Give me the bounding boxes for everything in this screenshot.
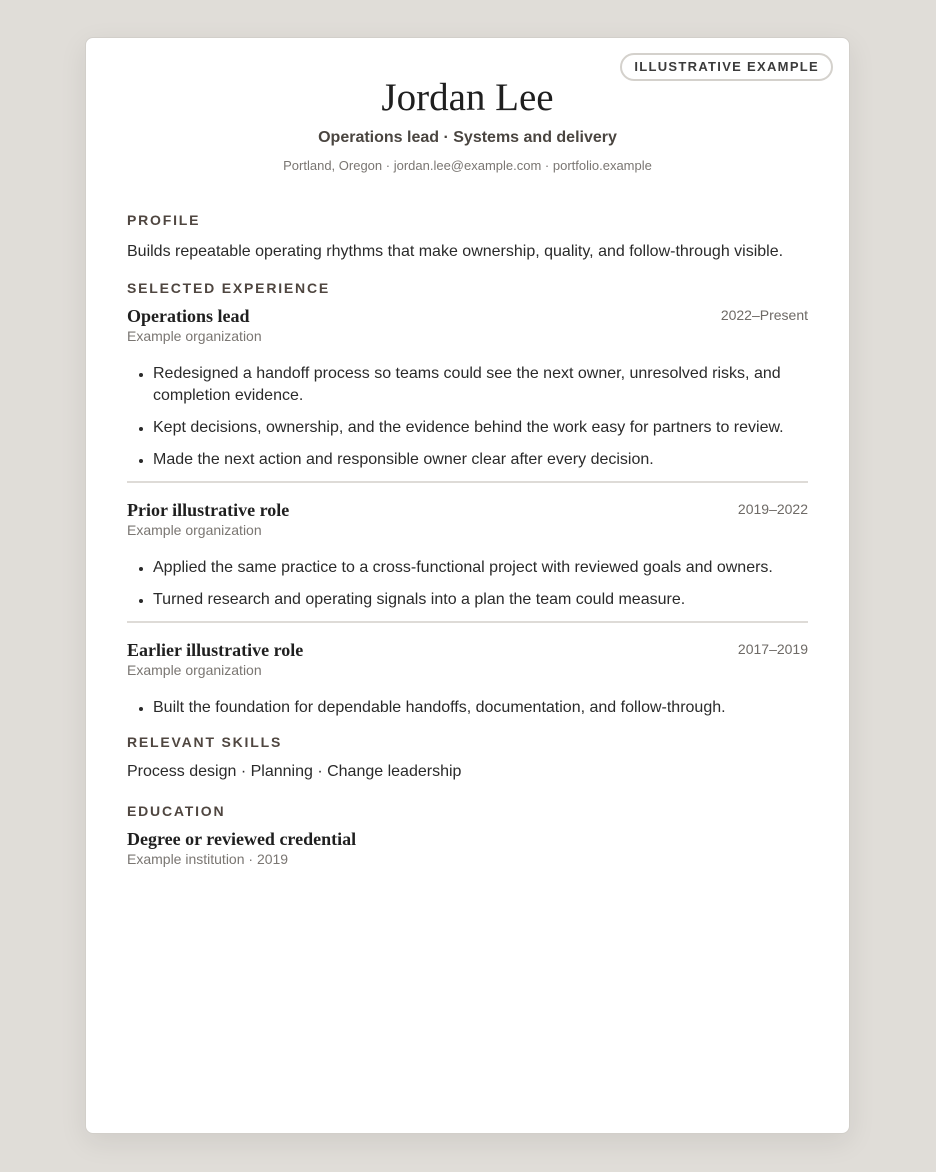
job-entry [127, 639, 808, 719]
job-dates: 2019–2022 [737, 501, 808, 517]
education-section [127, 803, 808, 868]
list-item: • Applied the same practice to a cross-functional project with reviewed goals and owners. [153, 557, 808, 579]
illustrative-example-badge: ILLUSTRATIVE EXAMPLE [620, 53, 833, 81]
job-header [127, 639, 808, 661]
job-bullets [127, 697, 808, 719]
contact-line: Portland, Oregon · jordan.lee@example.com · portfolio.example [283, 158, 652, 173]
list-item: • Made the next action and responsible owner clear after every decision. [153, 449, 808, 471]
list-item: • Built the foundation for dependable handoffs, documentation, and follow-through. [153, 697, 808, 719]
section-heading-experience: SELECTED EXPERIENCE [127, 280, 331, 296]
job-bullets [127, 363, 808, 471]
job-title: Earlier illustrative role [127, 640, 304, 660]
skills-text: Process design · Planning · Change leadership [127, 763, 462, 780]
resume-content [127, 212, 808, 868]
job-bullets [127, 557, 808, 611]
section-heading-skills: RELEVANT SKILLS [127, 734, 283, 750]
job-organization: Example organization [127, 328, 262, 344]
skills-section [127, 734, 808, 783]
candidate-title: Operations lead · Systems and delivery [318, 129, 617, 146]
job-title: Prior illustrative role [127, 500, 290, 520]
job-dates: 2017–2019 [737, 641, 808, 657]
job-organization: Example organization [127, 522, 262, 538]
education-degree: Degree or reviewed credential [127, 829, 357, 849]
section-heading-profile: PROFILE [127, 212, 201, 228]
job-organization: Example organization [127, 662, 262, 678]
section-heading-education: EDUCATION [127, 803, 226, 819]
candidate-name: Jordan Lee [381, 76, 554, 119]
education-meta: Example institution · 2019 [127, 851, 289, 867]
resume-page [85, 37, 850, 1134]
profile-text: Builds repeatable operating rhythms that make ownership, quality, and follow-through visible. [127, 243, 784, 260]
job-entry [127, 499, 808, 611]
list-item: • Turned research and operating signals into a plan the team could measure. [153, 589, 808, 611]
job-title: Operations lead [127, 306, 250, 326]
list-item: • Redesigned a handoff process so teams could see the next owner, unresolved risks, and completion evidence. [153, 363, 808, 407]
job-header [127, 499, 808, 521]
job-dates: 2022–Present [720, 307, 808, 323]
resume-header [86, 75, 849, 173]
job-header [127, 305, 808, 327]
divider [127, 621, 808, 623]
profile-section [127, 212, 808, 263]
divider [127, 481, 808, 483]
experience-section [127, 280, 808, 719]
job-entry [127, 305, 808, 471]
list-item: • Kept decisions, ownership, and the evidence behind the work easy for partners to review. [153, 417, 808, 439]
